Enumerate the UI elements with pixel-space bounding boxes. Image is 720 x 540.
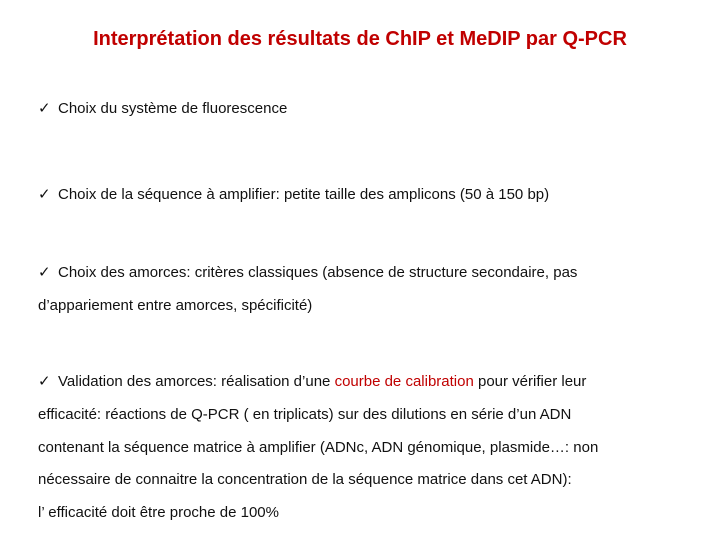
bullet-validation-line-2: efficacité: réactions de Q-PCR ( en triplicats) sur des dilutions en série d’un ADN (38, 406, 572, 423)
check-icon: ✓ (38, 100, 51, 117)
highlight-calibration-curve: courbe de calibration (334, 373, 474, 390)
bullet-text-line-1-post: pour vérifier leur (473, 373, 587, 390)
bullet-validation (38, 372, 586, 392)
page-title: Interprétation des résultats de ChIP et MeDIP par Q-PCR (93, 28, 627, 50)
bullet-primers (38, 263, 577, 283)
bullet-validation-line-3: contenant la séquence matrice à amplifier (ADNc, ADN génomique, plasmide…: non (38, 439, 599, 456)
bullet-sequence (38, 185, 549, 205)
check-icon: ✓ (38, 264, 51, 281)
bullet-text: Choix de la séquence à amplifier: petite taille des amplicons (50 à 150 bp) (58, 186, 550, 203)
check-icon: ✓ (38, 373, 51, 390)
bullet-text-line-1-pre: Validation des amorces: réalisation d’une (58, 373, 335, 390)
check-icon: ✓ (38, 186, 51, 203)
bullet-text: Choix du système de fluorescence (58, 100, 288, 117)
bullet-fluorescence (38, 99, 287, 119)
bullet-validation-line-5: l’ efficacité doit être proche de 100% (38, 504, 279, 521)
bullet-primers-line-2: d’appariement entre amorces, spécificité) (38, 297, 313, 314)
bullet-validation-line-4: nécessaire de connaitre la concentration de la séquence matrice dans cet ADN): (38, 471, 572, 488)
bullet-text-line-1: Choix des amorces: critères classiques (absence de structure secondaire, pas (58, 264, 578, 281)
